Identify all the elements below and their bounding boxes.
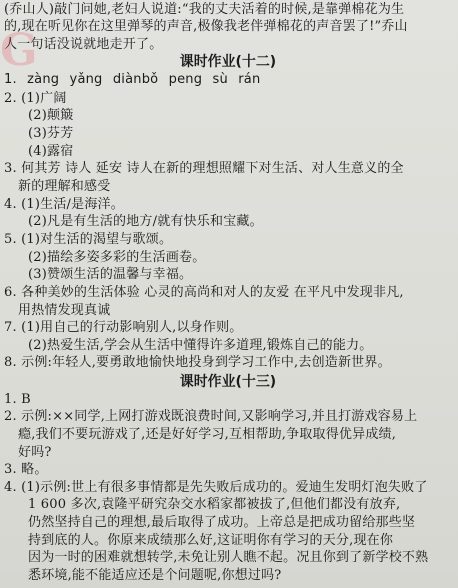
answer-line: (3)芬芳 bbox=[28, 126, 74, 142]
text-line: (乔山人)敲门问她,老妇人说道:“我的丈夫活着的时候,是靠弹棉花为生 bbox=[4, 1, 405, 17]
text-line: 人一句话没说就地走开了。 bbox=[4, 37, 163, 53]
answer-line: (4)露宿 bbox=[28, 143, 74, 159]
answer-line: 1 600 多次,袁隆平研究杂交水稻家都被拔了,但他们都没有放弃, bbox=[28, 497, 401, 513]
answer-line: 仍然坚持自己的理想,最后取得了成功。上帝总是把成功留给那些坚 bbox=[28, 515, 416, 531]
answer-line: 5. (1)对生活的渴望与歌颂。 bbox=[4, 231, 173, 247]
answer-line: 3. 何其芳 诗人 延安 诗人在新的理想照耀下对生活、对人生意义的全 bbox=[4, 161, 404, 177]
answer-line: 持到底的人。你原来成绩那么好,这证明你有学习的天分,现在你 bbox=[28, 532, 394, 548]
answer-line: (2)描绘多姿多彩的生活画卷。 bbox=[28, 249, 206, 265]
answer-line: 2. 示例:××同学,上网打游戏既浪费时间,又影响学习,并且打游戏容易上 bbox=[4, 409, 418, 425]
answer-line: (2)热爱生活,学会从生活中懂得许多道理,锻炼自己的能力。 bbox=[28, 337, 373, 353]
answer-line: 好吗? bbox=[18, 444, 52, 460]
answer-line: 2. (1)广阔 bbox=[4, 90, 67, 106]
answer-line: (2)凡是有生活的地方/就有快乐和宝藏。 bbox=[28, 214, 263, 230]
section-title: 课时作业(十二) bbox=[179, 53, 277, 70]
answer-line: 8. 示例:年轻人,要勇敢地愉快地投身到学习工作中,去创造新世界。 bbox=[4, 355, 391, 371]
answer-line: (3)赞颂生活的温馨与幸福。 bbox=[28, 267, 193, 283]
answer-line: 4. (1)示例:世上有很多事情都是先失败后成功的。爱迪生发明灯泡失败了 bbox=[4, 479, 428, 495]
answer-line: 用热情发现真诚 bbox=[18, 302, 111, 318]
watermark-logo: G bbox=[0, 25, 38, 76]
answer-line: 6. 各种美妙的生活体验 心灵的高尚和对人的友爱 在平凡中发现非凡, bbox=[4, 284, 404, 300]
answer-line: 4. (1)生活/是海洋。 bbox=[4, 196, 124, 212]
answer-line: 3. 略。 bbox=[4, 462, 48, 478]
answer-line: 新的理解和感受 bbox=[18, 179, 111, 195]
answer-line: (2)颠簸 bbox=[28, 108, 74, 124]
answer-line: 因为一时的困难就想转学,未免让别人瞧不起。况且你到了新学校不熟 bbox=[28, 550, 429, 566]
answer-line: 1. B bbox=[4, 391, 31, 407]
answer-line: 瘾,我们不要玩游戏了,还是好好学习,互相帮助,争取取得优异成绩, bbox=[18, 426, 397, 442]
answer-line: 7. (1)用自己的行动影响别人,以身作则。 bbox=[4, 320, 243, 336]
answer-line: 悉环境,能不能适应还是个问题呢,你想过吗? bbox=[28, 568, 282, 583]
text-line: 的,现在听见你在这里弹琴的声音,极像我老伴弹棉花的声音罢了!”乔山 bbox=[4, 19, 408, 35]
section-title: 课时作业(十三) bbox=[179, 374, 277, 391]
answer-line: 1. zàng yǎng diànbǒ peng sù rán bbox=[4, 72, 261, 88]
